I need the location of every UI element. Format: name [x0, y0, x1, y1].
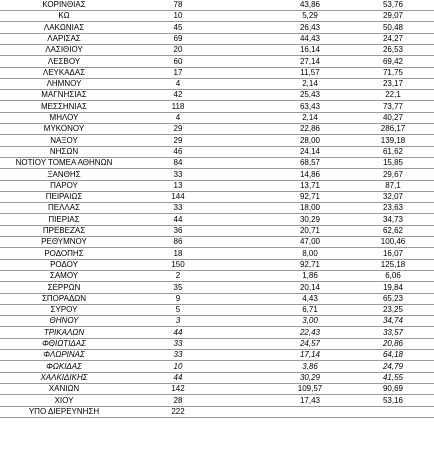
table-row — [0, 147, 434, 158]
incidence-value-cell: 32,07 — [382, 192, 404, 202]
region-name-cell: ΧΙΟΥ — [54, 395, 74, 405]
rate-value-cell: 24,14 — [299, 146, 321, 156]
table-row — [0, 237, 434, 248]
rate-value-cell: 22,86 — [299, 124, 321, 134]
table-row — [0, 362, 434, 373]
table-row — [0, 249, 434, 260]
table-row — [0, 11, 434, 22]
incidence-value-cell: 62,62 — [382, 226, 404, 235]
table-row — [0, 102, 434, 113]
table-row — [0, 181, 434, 192]
region-name-cell: ΛΑΣΙΘΙΟΥ — [45, 45, 83, 55]
case-count-cell: 33 — [173, 203, 183, 213]
rate-value-cell: 47,00 — [299, 237, 321, 247]
region-name-cell: ΛΕΥΚΑΔΑΣ — [42, 67, 86, 77]
incidence-value-cell: 87,1 — [385, 180, 401, 190]
rate-value-cell: 27,14 — [299, 56, 321, 66]
rate-value-cell: 43,86 — [299, 0, 321, 9]
table-row — [0, 373, 434, 384]
case-count-cell: 4 — [175, 113, 181, 122]
incidence-value-cell: 29,07 — [382, 11, 404, 21]
rate-value-cell: 63,43 — [299, 101, 321, 111]
table-row — [0, 396, 434, 407]
case-count-cell: 69 — [173, 33, 183, 43]
incidence-value-cell: 34,73 — [382, 214, 404, 224]
table-row — [0, 124, 434, 135]
incidence-value-cell: 40,27 — [382, 113, 404, 122]
incidence-value-cell: 33,57 — [382, 327, 404, 337]
rate-value-cell: 30,29 — [299, 372, 321, 382]
rate-value-cell: 17,43 — [299, 395, 321, 405]
case-count-cell: 9 — [175, 293, 181, 303]
table-row — [0, 350, 434, 361]
table-row — [0, 23, 434, 34]
incidence-value-cell — [363, 407, 423, 417]
region-name-cell: ΠΕΛΛΑΣ — [47, 203, 81, 213]
table-row — [0, 407, 434, 418]
incidence-value-cell: 16,07 — [382, 248, 404, 258]
table-row — [0, 45, 434, 56]
case-count-cell: 33 — [173, 339, 183, 348]
table-row — [0, 57, 434, 68]
incidence-value-cell: 71,75 — [382, 67, 404, 77]
incidence-value-cell: 23,63 — [382, 203, 404, 213]
case-count-cell: 17 — [173, 67, 183, 77]
case-count-cell: 44 — [173, 372, 183, 382]
rate-value-cell: 6,71 — [302, 305, 318, 315]
region-name-cell: ΤΡΙΚΑΛΩΝ — [43, 327, 85, 337]
table-row — [0, 79, 434, 90]
region-name-cell: ΜΑΓΝΗΣΙΑΣ — [41, 90, 87, 100]
case-count-cell: 78 — [173, 0, 183, 9]
table-row — [0, 294, 434, 305]
case-count-cell: 29 — [173, 124, 183, 134]
incidence-value-cell: 125,18 — [380, 259, 406, 269]
table-row — [0, 305, 434, 316]
table-row — [0, 0, 434, 11]
region-name-cell: ΝΗΣΩΝ — [49, 146, 79, 156]
region-name-cell: ΜΕΣΣΗΝΙΑΣ — [41, 101, 87, 111]
case-count-cell: 118 — [171, 101, 185, 111]
incidence-value-cell: 22,1 — [385, 90, 401, 100]
region-name-cell: ΦΘΙΩΤΙΔΑΣ — [42, 339, 86, 348]
incidence-value-cell: 90,69 — [382, 384, 404, 394]
incidence-value-cell: 73,77 — [382, 101, 404, 111]
table-row — [0, 328, 434, 339]
region-name-cell: ΜΥΚΟΝΟΥ — [43, 124, 85, 134]
table-row — [0, 34, 434, 45]
region-name-cell: ΣΠΟΡΑΔΩΝ — [41, 293, 87, 303]
case-count-cell: 2 — [175, 271, 181, 281]
region-name-cell: ΣΕΡΡΩΝ — [47, 282, 81, 292]
region-name-cell: ΘΗΝΟΥ — [49, 316, 79, 326]
incidence-value-cell: 23,17 — [382, 79, 404, 89]
rate-value-cell: 14,86 — [299, 169, 321, 179]
incidence-value-cell: 100,46 — [380, 237, 406, 247]
case-count-cell: 60 — [173, 56, 183, 66]
case-count-cell: 20 — [173, 45, 183, 55]
incidence-value-cell: 64,18 — [382, 350, 404, 360]
case-count-cell: 44 — [173, 214, 183, 224]
case-count-cell: 142 — [171, 384, 185, 394]
case-count-cell: 33 — [173, 169, 183, 179]
incidence-value-cell: 24,27 — [382, 33, 404, 43]
case-count-cell: 150 — [171, 259, 185, 269]
region-name-cell: ΧΑΝΙΩΝ — [48, 384, 80, 394]
case-count-cell: 10 — [173, 11, 183, 21]
case-count-cell: 5 — [175, 305, 181, 315]
rate-value-cell: 4,43 — [302, 293, 318, 303]
incidence-value-cell: 61,62 — [382, 146, 404, 156]
table-row — [0, 113, 434, 124]
table-row — [0, 215, 434, 226]
region-name-cell: ΠΕΙΡΑΙΩΣ — [45, 192, 83, 202]
case-count-cell: 28 — [173, 395, 183, 405]
table-row — [0, 283, 434, 294]
table-row — [0, 68, 434, 79]
case-count-cell: 4 — [175, 79, 181, 89]
rate-value-cell: 17,14 — [299, 350, 321, 360]
region-name-cell: ΛΕΣΒΟΥ — [47, 56, 81, 66]
region-name-cell: ΧΑΛΚΙΔΙΚΗΣ — [40, 372, 88, 382]
table-row — [0, 384, 434, 395]
incidence-value-cell: 53,16 — [382, 395, 404, 405]
region-name-cell: ΚΩ — [58, 11, 70, 21]
table-row — [0, 192, 434, 203]
region-name-cell: ΥΠΟ ΔΙΕΡΕΥΝΗΣΗ — [28, 406, 100, 416]
rate-value-cell: 26,43 — [299, 22, 321, 32]
incidence-value-cell: 65,23 — [382, 293, 404, 303]
region-name-cell: ΜΗΛΟΥ — [49, 113, 79, 122]
region-name-cell: ΣΥΡΟΥ — [50, 305, 78, 315]
rate-value-cell: 5,29 — [302, 11, 318, 21]
incidence-value-cell: 29,67 — [382, 169, 404, 179]
table-row — [0, 226, 434, 237]
region-name-cell: ΡΟΔΟΠΗΣ — [44, 248, 84, 258]
region-name-cell: ΛΗΜΝΟΥ — [46, 79, 82, 89]
case-count-cell: 35 — [173, 282, 183, 292]
rate-value-cell: 1,86 — [302, 271, 318, 281]
table-row — [0, 203, 434, 214]
case-count-cell: 13 — [173, 180, 183, 190]
rate-value-cell: 22,43 — [299, 327, 321, 337]
rate-value-cell: 109,57 — [297, 384, 323, 394]
case-count-cell: 33 — [173, 350, 183, 360]
table-row — [0, 339, 434, 350]
region-name-cell: ΠΙΕΡΙΑΣ — [48, 214, 80, 224]
region-name-cell: ΛΑΚΩΝΙΑΣ — [43, 22, 85, 32]
case-count-cell: 42 — [173, 90, 183, 100]
case-count-cell: 45 — [173, 22, 183, 32]
table-row — [0, 136, 434, 147]
table-row — [0, 158, 434, 169]
rate-value-cell: 11,57 — [300, 67, 320, 77]
case-count-cell: 84 — [173, 158, 183, 168]
table-row — [0, 170, 434, 181]
case-count-cell: 3 — [175, 316, 181, 326]
table-row — [0, 90, 434, 101]
region-name-cell: ΚΟΡΙΝΘΙΑΣ — [42, 0, 86, 9]
incidence-value-cell: 53,76 — [382, 0, 404, 9]
incidence-value-cell: 6,06 — [385, 271, 401, 281]
region-name-cell: ΣΑΜΟΥ — [49, 271, 79, 281]
incidence-value-cell: 41,55 — [382, 372, 404, 382]
rate-value-cell: 2,14 — [302, 113, 318, 122]
rate-value-cell: 24,57 — [299, 339, 321, 348]
rate-value-cell: 20,14 — [299, 282, 321, 292]
region-name-cell: ΠΡΕΒΕΖΑΣ — [42, 226, 86, 235]
rate-value-cell: 25,43 — [299, 90, 321, 100]
region-name-cell: ΦΩΚΙΔΑΣ — [46, 361, 82, 371]
incidence-value-cell: 26,53 — [382, 45, 404, 55]
table-row — [0, 271, 434, 282]
rate-value-cell: 2,14 — [302, 79, 318, 89]
table-row — [0, 316, 434, 327]
incidence-value-cell: 20,86 — [382, 339, 404, 348]
incidence-value-cell: 15,85 — [382, 158, 404, 168]
rate-value-cell: 20,71 — [299, 226, 321, 235]
rate-value-cell — [265, 407, 355, 417]
region-name-cell: ΛΑΡΙΣΑΣ — [47, 33, 81, 43]
incidence-value-cell: 286,17 — [380, 124, 406, 134]
region-name-cell: ΞΑΝΘΗΣ — [47, 169, 81, 179]
rate-value-cell: 28,00 — [299, 135, 321, 145]
rate-value-cell: 92,71 — [299, 192, 321, 202]
region-name-cell: ΠΑΡΟΥ — [50, 180, 78, 190]
incidence-value-cell: 50,48 — [382, 22, 404, 32]
rate-value-cell: 44,43 — [299, 33, 321, 43]
case-count-cell: 44 — [173, 327, 183, 337]
incidence-value-cell: 24,79 — [382, 361, 404, 371]
rate-value-cell: 30,29 — [299, 214, 321, 224]
region-name-cell: ΦΛΩΡΙΝΑΣ — [43, 350, 85, 360]
case-count-cell: 144 — [171, 192, 185, 202]
rate-value-cell: 8,00 — [302, 248, 318, 258]
rate-value-cell: 18,00 — [299, 203, 321, 213]
case-count-cell: 29 — [173, 135, 183, 145]
rate-value-cell: 68,57 — [299, 158, 321, 168]
region-name-cell: ΡΕΘΥΜΝΟΥ — [41, 237, 87, 247]
case-count-cell: 86 — [173, 237, 183, 247]
table-row — [0, 260, 434, 271]
case-count-cell: 18 — [173, 248, 183, 258]
region-name-cell: ΡΟΔΟΥ — [50, 259, 78, 269]
incidence-value-cell: 19,84 — [382, 282, 404, 292]
case-count-cell: 46 — [173, 146, 183, 156]
incidence-value-cell: 23,25 — [382, 305, 404, 315]
region-name-cell: ΝΟΤΙΟΥ ΤΟΜΕΑ ΑΘΗΝΩΝ — [15, 158, 113, 168]
case-count-cell: 36 — [173, 226, 183, 235]
incidence-value-cell: 139,18 — [380, 135, 406, 145]
rate-value-cell: 3,86 — [302, 361, 318, 371]
rate-value-cell: 92,71 — [299, 259, 321, 269]
rate-value-cell: 13,71 — [299, 180, 321, 190]
incidence-value-cell: 34,74 — [382, 316, 404, 326]
case-count-cell: 10 — [173, 361, 183, 371]
region-name-cell: ΝΑΞΟΥ — [50, 135, 78, 145]
incidence-value-cell: 69,42 — [382, 56, 404, 66]
rate-value-cell: 3,00 — [302, 316, 318, 326]
rate-value-cell: 16,14 — [299, 45, 321, 55]
case-count-cell: 222 — [171, 406, 185, 416]
